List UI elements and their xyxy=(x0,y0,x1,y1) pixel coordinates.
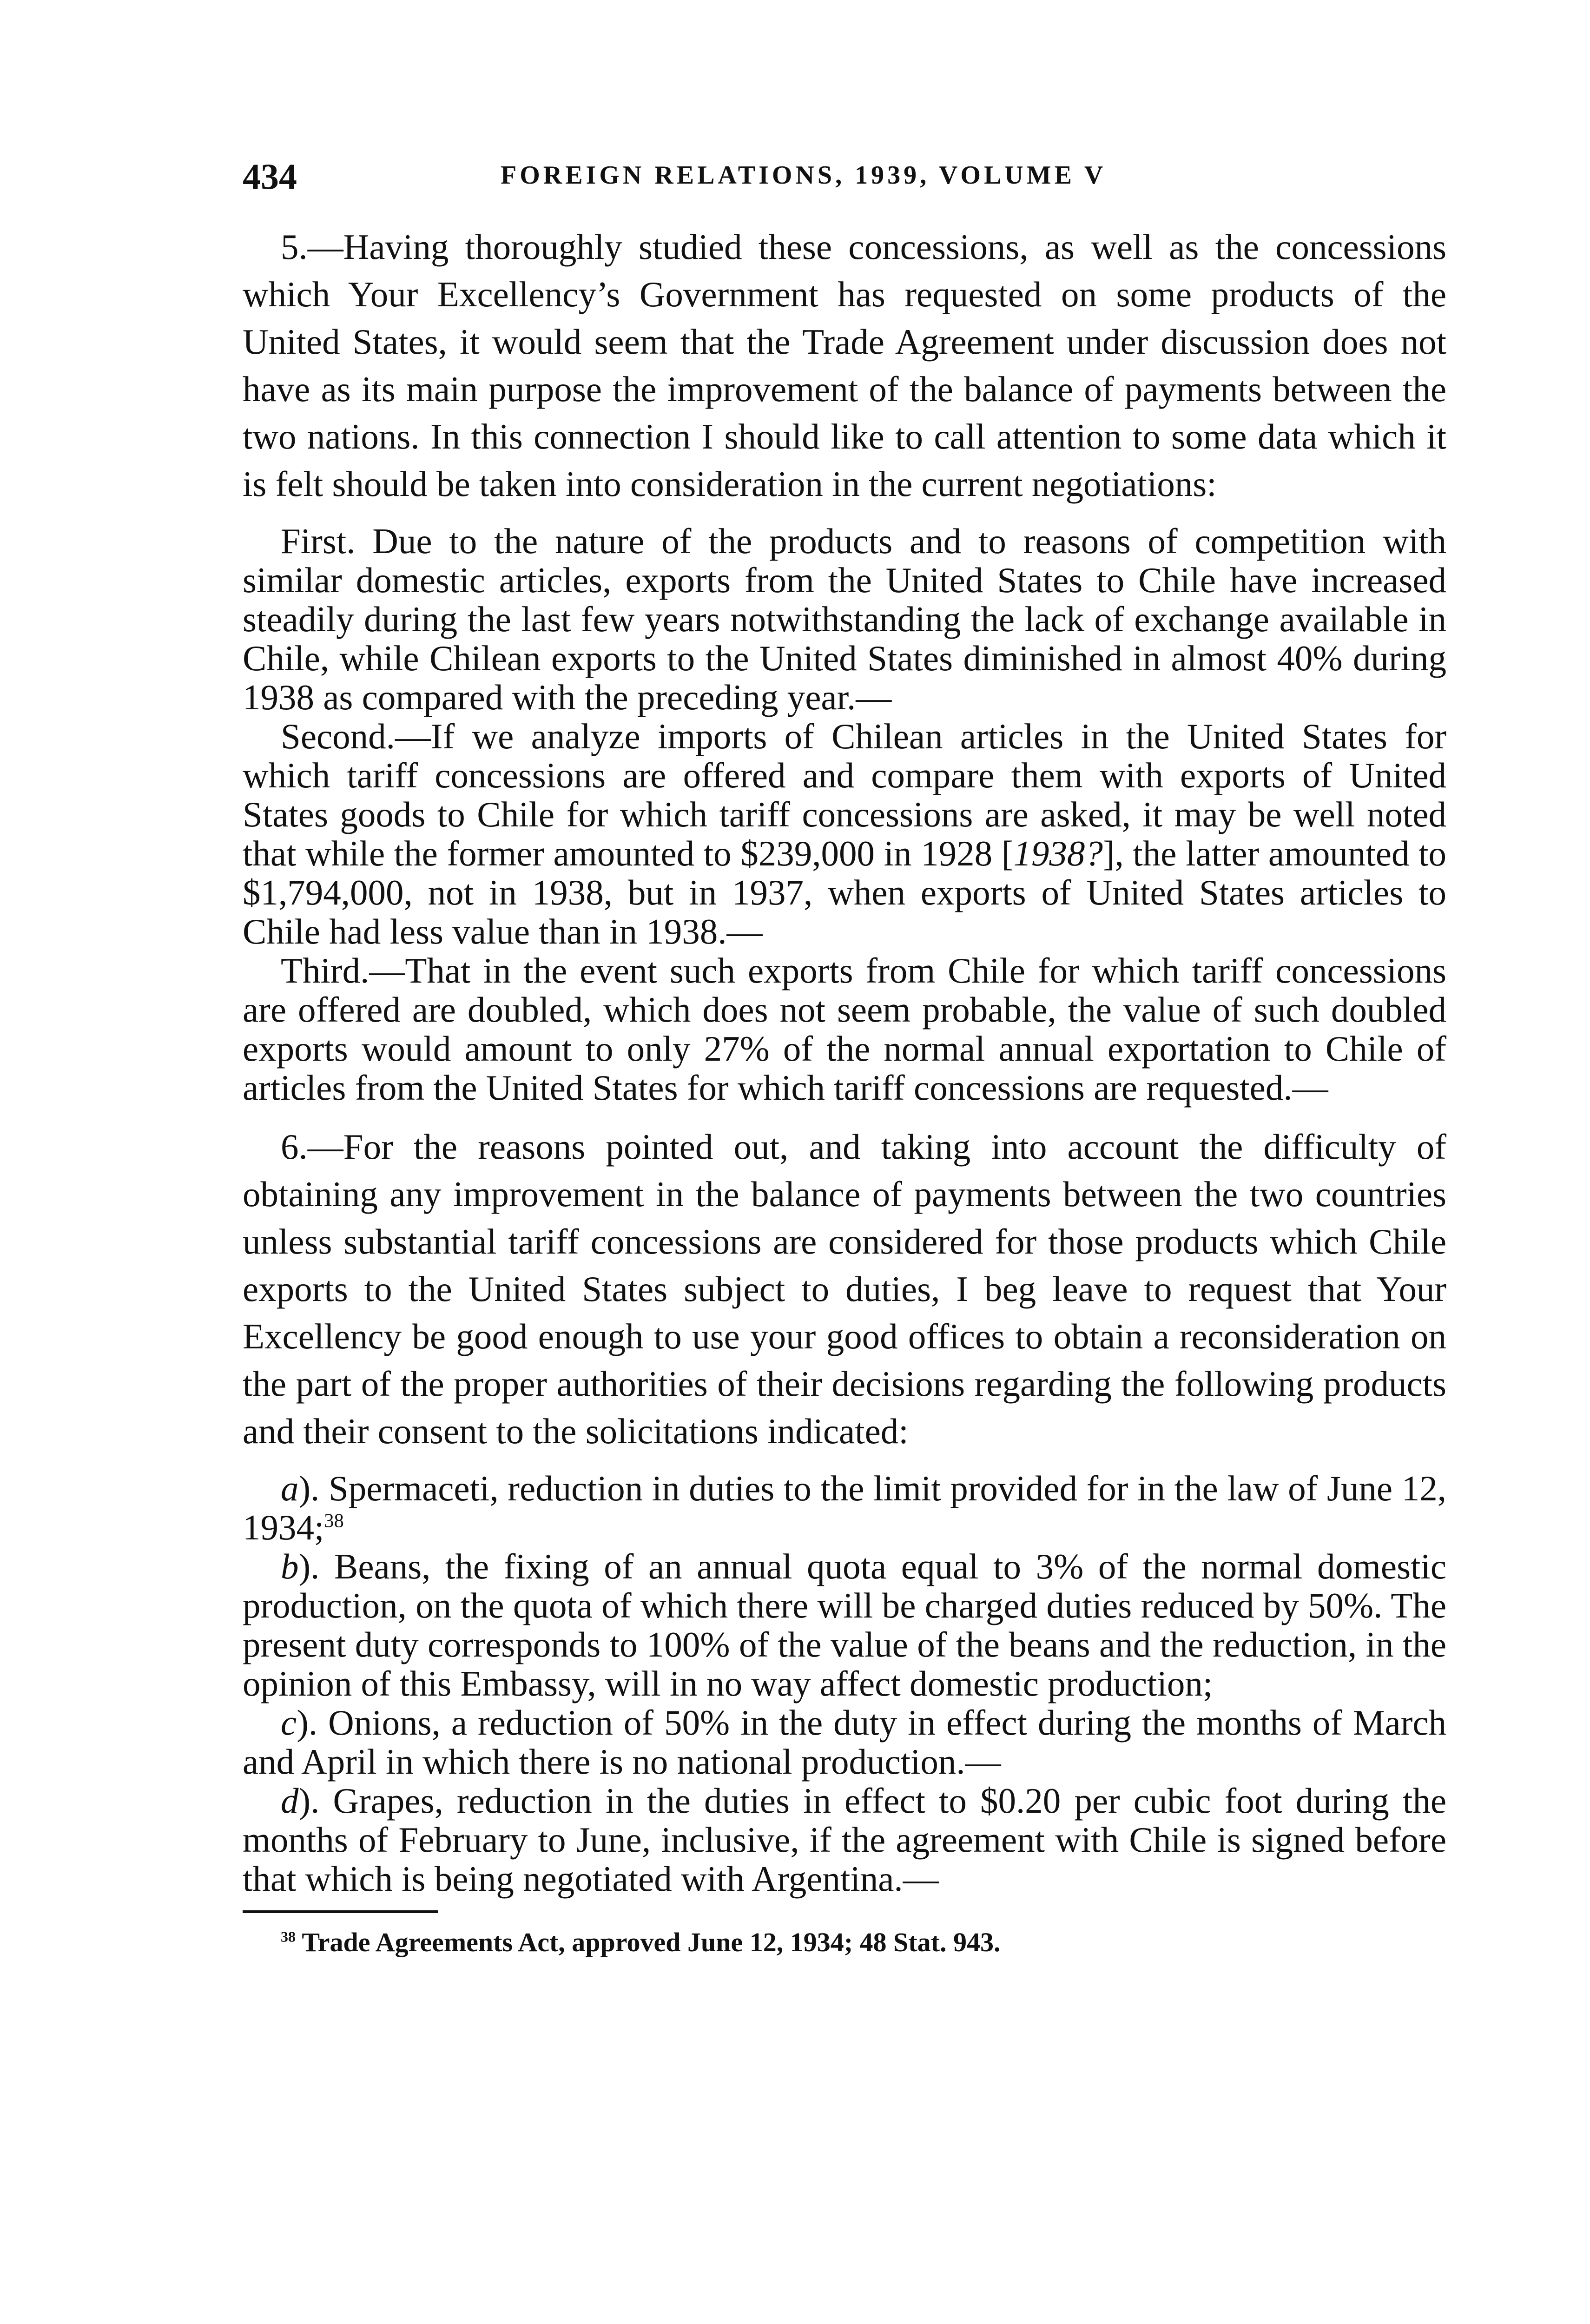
point-second-correction: 1938? xyxy=(1013,833,1103,873)
item-d-letter: d xyxy=(281,1781,299,1821)
item-a-text: ). Spermaceti, reduction in duties to the limit provided for in the law of June 12, 1934; xyxy=(243,1468,1446,1547)
body-text xyxy=(243,223,1446,1959)
item-d-text: ). Grapes, reduction in the duties in effect to $0.20 per cubic foot during the months of February to June, inclusive, if the agreement with Chile is signed before that which is being negotiated with Argentina.— xyxy=(243,1781,1446,1899)
item-b-text: ). Beans, the fixing of an annual quota equal to 3% of the normal domestic production, on the quota of which there will be charged duties reduced by 50%. The present duty corresponds to 100% of the value of the beans and the reduction, in the opinion of this Embassy, will in no way affect domestic production; xyxy=(243,1546,1446,1703)
page-number: 434 xyxy=(243,156,297,197)
footnote-ref-38[interactable]: 38 xyxy=(324,1510,344,1532)
list-item-c xyxy=(243,1703,1446,1781)
data-points-block xyxy=(243,522,1446,1107)
request-list xyxy=(243,1469,1446,1898)
list-item-d xyxy=(243,1781,1446,1898)
paragraph-5: 5.—Having thoroughly studied these concessions, as well as the concessions which Your Excellency’s Government has requested on some products of the United States, it would seem that the Trade Agreement under discussion does not have as its main purpose the improvement of the balance of payments between the two nations. In this connection I should like to call attention to some data which it is felt should be taken into consideration in the current negotiations: xyxy=(243,227,1446,504)
point-second-text-a: Second.—If we analyze imports of Chilean articles in the United States for which tariff concessions are offered and compare them with exports of United States goods to Chile for which tariff concessions are asked, it may be well noted that while the former amounted to $239,000 in 1928 [ xyxy=(243,716,1446,873)
point-third: Third.—That in the event such exports from Chile for which tariff concessions are offered are doubled, which does not seem probable, the value of such doubled exports would amount to only 27% of the normal annual exportation to Chile of articles from the United States for which tariff concessions are requested.— xyxy=(243,951,1446,1108)
footnote-divider xyxy=(243,1910,438,1913)
footnote-text: Trade Agreements Act, approved June 12, 1934; 48 Stat. 943. xyxy=(302,1927,1001,1957)
running-head xyxy=(243,156,1358,202)
running-title: FOREIGN RELATIONS, 1939, VOLUME V xyxy=(501,161,1107,190)
point-second-text-b: ], the latter amounted to $1,794,000, not in 1938, but in 1937, when exports of United States articles to Chile had less value than in 1938.— xyxy=(243,833,1446,951)
item-c-letter: c xyxy=(281,1703,297,1743)
point-second xyxy=(243,717,1446,951)
footnote-marker: 38 xyxy=(281,1928,296,1945)
item-b-letter: b xyxy=(281,1546,299,1586)
paragraph-6: 6.—For the reasons pointed out, and taking into account the difficulty of obtaining any improvement in the balance of payments between the two countries unless substantial tariff concessions are considered for those products which Chile exports to the United States subject to duties, I beg leave to request that Your Excellency be good enough to use your good offices to obtain a reconsideration on the part of the proper authorities of their decisions regarding the following products and their consent to the solicitations indicated: xyxy=(243,1127,1446,1451)
point-first: First. Due to the nature of the products and to reasons of competition with similar domestic articles, exports from the United States to Chile have increased steadily during the last few years notwithstanding the lack of exchange available in Chile, while Chilean exports to the United States diminished in almost 40% during 1938 as compared with the preceding year.— xyxy=(243,521,1446,717)
footnote xyxy=(243,1926,1446,1959)
item-c-text: ). Onions, a reduction of 50% in the duty in effect during the months of March and April in which there is no national production.— xyxy=(243,1703,1446,1782)
list-item-b xyxy=(243,1547,1446,1703)
item-a-letter: a xyxy=(281,1468,299,1508)
list-item-a xyxy=(243,1469,1446,1547)
